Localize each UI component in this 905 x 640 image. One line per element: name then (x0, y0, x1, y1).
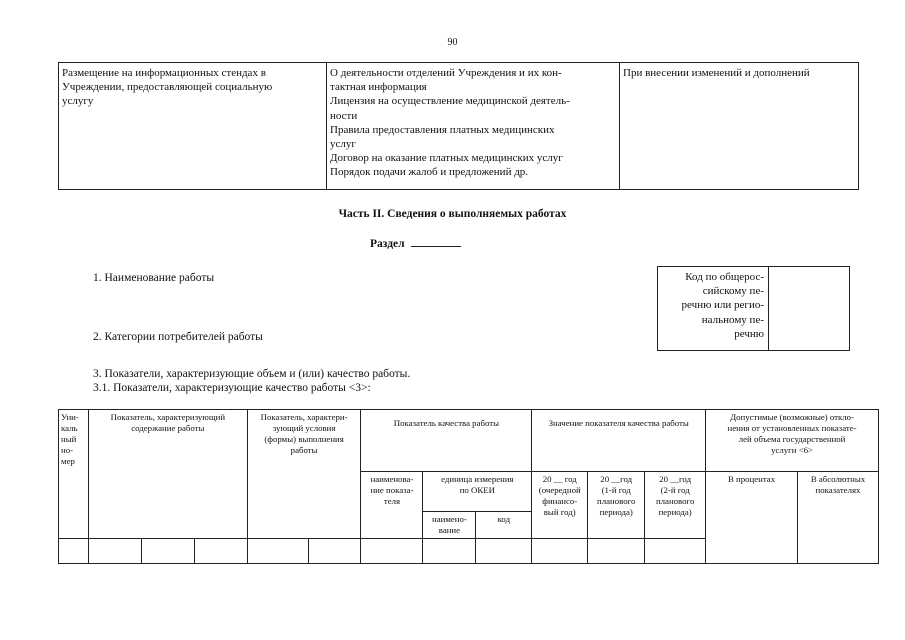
year-plan2-header: 20 __год (2-й год планового периода) (645, 472, 706, 539)
work-name-label: 1. Наименование работы (93, 272, 215, 284)
table-cell (588, 539, 645, 564)
table-cell (308, 539, 361, 564)
code-box-line: нальному пе- (701, 313, 764, 326)
year-plan1-header: 20 __год (1-й год планового периода) (588, 472, 645, 539)
work-conditions-indicator-header: Показатель, характери- зующий условия (формы) выполнения работы (247, 410, 361, 539)
info-content-line: О деятельности отделений Учреждения и их кон- (330, 67, 562, 79)
info-content-line: Лицензия на осуществление медицинской деятель- (330, 95, 570, 108)
table-cell (59, 539, 89, 564)
code-box-line: речню (734, 327, 764, 340)
info-content-line: ности (330, 109, 358, 122)
placement-method-line: Размещение на информационных стендах в (62, 67, 266, 79)
code-box-label (658, 267, 769, 351)
table-cell (141, 539, 194, 564)
info-content-cell (327, 63, 620, 190)
part-title: Часть II. Сведения о выполняемых работах (338, 208, 567, 220)
indicator-name-header: наименова- ние показа- теля (361, 472, 423, 539)
section-number-blank (411, 236, 461, 247)
unit-name-header: наимено- вание (423, 512, 476, 539)
info-content-line: Договор на оказание платных медицинских услуг (330, 152, 563, 165)
code-box-line: Код по общерос- (685, 271, 764, 283)
deviation-percent-header: В процентах (706, 472, 798, 564)
year-next-header: 20 __ год (очередной финансо- вый год) (532, 472, 588, 539)
placement-method-line: Учреждении, предоставляющей социальную (62, 81, 273, 94)
info-content-line: услуг (330, 138, 356, 151)
section-heading (370, 236, 461, 250)
info-placement-table (58, 62, 859, 190)
quality-value-header: Значение показателя качества работы (532, 410, 706, 472)
allowed-deviation-header: Допустимые (возможные) откло- нения от установленных показате- лей объема государственной услуги <6> (706, 410, 879, 472)
quality-indicators-heading: 3.1. Показатели, характеризующие качество работы <3>: (93, 382, 371, 394)
table-cell (476, 539, 532, 564)
info-content-line: Порядок подачи жалоб и предложений др. (330, 166, 529, 179)
update-frequency-cell: При внесении изменений и дополнений (620, 63, 859, 190)
quality-indicators-table (58, 409, 879, 564)
table-cell (361, 539, 423, 564)
code-box-value (769, 267, 850, 351)
work-content-indicator-header: Показатель, характеризующий содержание работы (88, 410, 247, 539)
info-content-line: Правила предоставления платных медицинских (330, 123, 555, 136)
unit-code-header: код (476, 512, 532, 539)
placement-method-line: услугу (62, 95, 94, 108)
indicators-heading: 3. Показатели, характеризующие объем и (или) качество работы. (93, 368, 411, 380)
table-cell (247, 539, 308, 564)
deviation-absolute-header: В абсолютных показателях (797, 472, 878, 564)
section-label: Раздел (370, 238, 405, 250)
code-box-line: речню или регио- (681, 299, 764, 312)
table-cell (423, 539, 476, 564)
placement-method-cell (59, 63, 327, 190)
info-content-line: тактная информация (330, 81, 427, 94)
unique-number-header: Уни- каль ный но- мер (59, 410, 89, 539)
table-cell (645, 539, 706, 564)
page-number: 90 (447, 37, 458, 48)
table-cell (532, 539, 588, 564)
table-cell (194, 539, 247, 564)
code-box-line: сийскому пе- (702, 285, 764, 298)
table-cell (88, 539, 141, 564)
okei-unit-header: единица измерения по ОКЕИ (423, 472, 532, 512)
quality-indicator-header: Показатель качества работы (361, 410, 532, 472)
code-box (657, 266, 850, 351)
consumer-category-label: 2. Категории потребителей работы (93, 331, 263, 343)
